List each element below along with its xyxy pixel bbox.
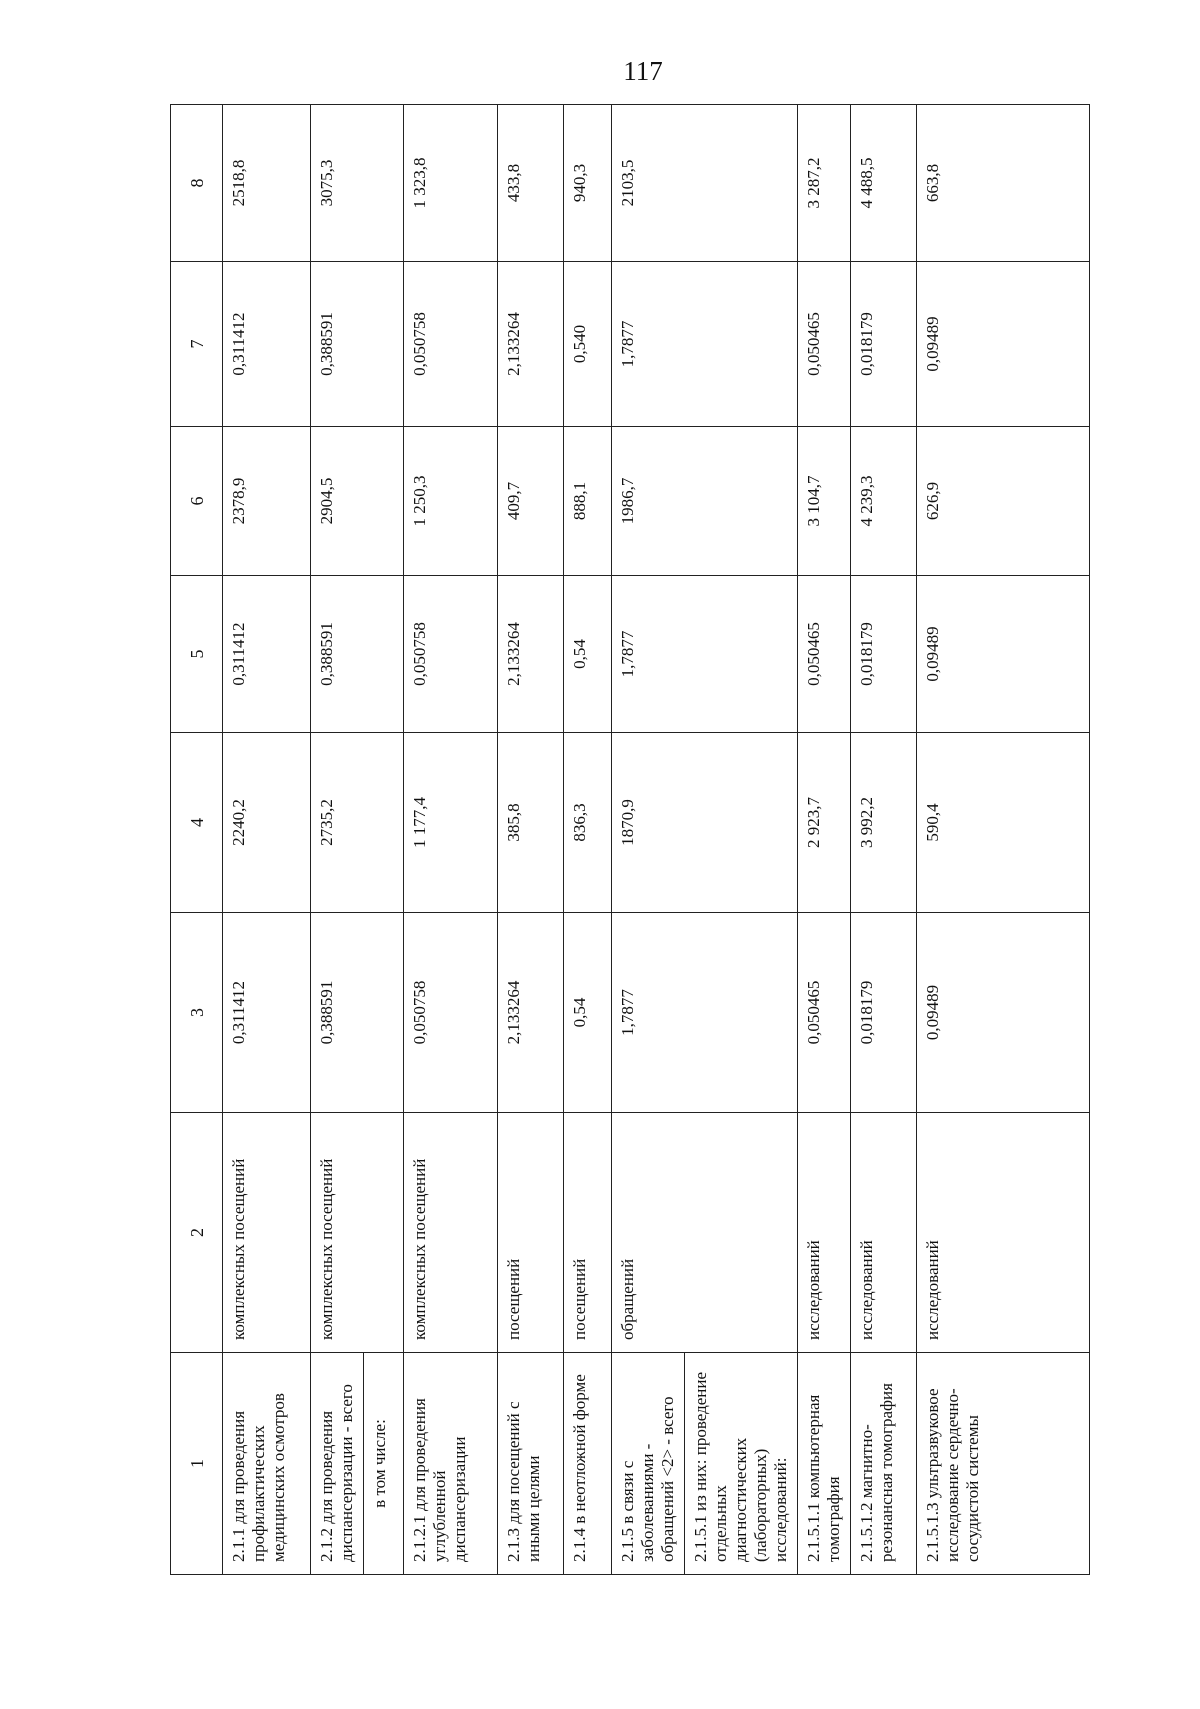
row-unit: исследований bbox=[851, 1113, 917, 1353]
cell-col7: 0,018179 bbox=[851, 262, 917, 427]
cell-col7: 0,388591 bbox=[311, 262, 404, 427]
row-unit: исследований bbox=[798, 1113, 851, 1353]
row-unit: исследований bbox=[917, 1113, 1090, 1353]
cell-col6: 2904,5 bbox=[311, 427, 404, 576]
table-row bbox=[564, 105, 612, 1575]
cell-col7: 0,09489 bbox=[917, 262, 1090, 427]
cell-col6: 626,9 bbox=[917, 427, 1090, 576]
cell-col4: 590,4 bbox=[917, 733, 1090, 913]
column-header: 5 bbox=[171, 576, 223, 733]
cell-col8: 1 323,8 bbox=[404, 105, 498, 262]
cell-col3: 0,388591 bbox=[311, 913, 404, 1113]
cell-col3: 0,050465 bbox=[798, 913, 851, 1113]
row-unit: посещений bbox=[498, 1113, 564, 1353]
cell-col5: 0,018179 bbox=[851, 576, 917, 733]
cell-col5: 1,7877 bbox=[612, 576, 798, 733]
row-name: 2.1.5.1.3 ультразвуковое исследование сердечно-сосудистой системы bbox=[917, 1353, 1090, 1575]
row-name: 2.1.5.1 из них: проведение отдельных диагностических (лабораторных) исследований: bbox=[685, 1353, 798, 1575]
cell-col7: 2,133264 bbox=[498, 262, 564, 427]
column-header: 3 bbox=[171, 913, 223, 1113]
cell-col4: 3 992,2 bbox=[851, 733, 917, 913]
cell-col4: 1 177,4 bbox=[404, 733, 498, 913]
cell-col5: 0,54 bbox=[564, 576, 612, 733]
cell-col5: 0,09489 bbox=[917, 576, 1090, 733]
cell-col4: 2 923,7 bbox=[798, 733, 851, 913]
cell-col4: 2735,2 bbox=[311, 733, 404, 913]
column-header: 1 bbox=[171, 1353, 223, 1575]
cell-col7: 0,311412 bbox=[223, 262, 311, 427]
cell-col7: 0,050465 bbox=[798, 262, 851, 427]
column-header: 6 bbox=[171, 427, 223, 576]
row-unit: комплексных посещений bbox=[404, 1113, 498, 1353]
row-name: 2.1.5.1.2 магнитно-резонансная томография bbox=[851, 1353, 917, 1575]
cell-col6: 409,7 bbox=[498, 427, 564, 576]
row-name: 2.1.2.1 для проведения углубленной диспансеризации bbox=[404, 1353, 498, 1575]
row-name: 2.1.2 для проведения диспансеризации - всего bbox=[311, 1353, 364, 1575]
row-unit: комплексных посещений bbox=[223, 1113, 311, 1353]
table-row bbox=[917, 105, 1090, 1575]
cell-col8: 940,3 bbox=[564, 105, 612, 262]
row-unit: посещений bbox=[564, 1113, 612, 1353]
row-unit: комплексных посещений bbox=[311, 1113, 404, 1353]
column-header: 8 bbox=[171, 105, 223, 262]
row-subheading: в том числе: bbox=[364, 1353, 404, 1575]
row-name: 2.1.5 в связи с заболеваниями - обращений <2> - всего bbox=[612, 1353, 685, 1575]
table-row bbox=[311, 105, 364, 1575]
table-row bbox=[498, 105, 564, 1575]
row-unit: обращений bbox=[612, 1113, 798, 1353]
cell-col5: 0,311412 bbox=[223, 576, 311, 733]
cell-col8: 2103,5 bbox=[612, 105, 798, 262]
row-name: 2.1.3 для посещений с иными целями bbox=[498, 1353, 564, 1575]
cell-col3: 1,7877 bbox=[612, 913, 798, 1113]
cell-col7: 0,050758 bbox=[404, 262, 498, 427]
cell-col6: 4 239,3 bbox=[851, 427, 917, 576]
row-name: 2.1.5.1.1 компьютерная томография bbox=[798, 1353, 851, 1575]
column-header: 4 bbox=[171, 733, 223, 913]
cell-col6: 2378,9 bbox=[223, 427, 311, 576]
cell-col5: 0,388591 bbox=[311, 576, 404, 733]
table-row bbox=[851, 105, 917, 1575]
column-header: 2 bbox=[171, 1113, 223, 1353]
cell-col6: 888,1 bbox=[564, 427, 612, 576]
cell-col5: 0,050758 bbox=[404, 576, 498, 733]
cell-col8: 663,8 bbox=[917, 105, 1090, 262]
cell-col6: 3 104,7 bbox=[798, 427, 851, 576]
cell-col3: 0,54 bbox=[564, 913, 612, 1113]
cell-col3: 0,050758 bbox=[404, 913, 498, 1113]
cell-col6: 1 250,3 bbox=[404, 427, 498, 576]
cell-col4: 2240,2 bbox=[223, 733, 311, 913]
header-row bbox=[171, 105, 223, 1575]
table-row bbox=[612, 105, 685, 1575]
cell-col3: 0,311412 bbox=[223, 913, 311, 1113]
cell-col7: 1,7877 bbox=[612, 262, 798, 427]
cell-col5: 0,050465 bbox=[798, 576, 851, 733]
table-row bbox=[798, 105, 851, 1575]
cell-col8: 3075,3 bbox=[311, 105, 404, 262]
cell-col8: 433,8 bbox=[498, 105, 564, 262]
table-row bbox=[223, 105, 311, 1575]
cell-col3: 2,133264 bbox=[498, 913, 564, 1113]
cell-col4: 1870,9 bbox=[612, 733, 798, 913]
cell-col5: 2,133264 bbox=[498, 576, 564, 733]
cell-col8: 2518,8 bbox=[223, 105, 311, 262]
rotated-table-sheet bbox=[170, 105, 1090, 1575]
table-row bbox=[404, 105, 498, 1575]
page-number: 117 bbox=[623, 56, 663, 86]
cell-col4: 836,3 bbox=[564, 733, 612, 913]
cell-col4: 385,8 bbox=[498, 733, 564, 913]
row-name: 2.1.4 в неотложной форме bbox=[564, 1353, 612, 1575]
tariff-table bbox=[170, 104, 1090, 1575]
cell-col6: 1986,7 bbox=[612, 427, 798, 576]
cell-col8: 4 488,5 bbox=[851, 105, 917, 262]
cell-col3: 0,09489 bbox=[917, 913, 1090, 1113]
cell-col8: 3 287,2 bbox=[798, 105, 851, 262]
row-name: 2.1.1 для проведения профилактических медицинских осмотров bbox=[223, 1353, 311, 1575]
cell-col3: 0,018179 bbox=[851, 913, 917, 1113]
cell-col7: 0,540 bbox=[564, 262, 612, 427]
column-header: 7 bbox=[171, 262, 223, 427]
